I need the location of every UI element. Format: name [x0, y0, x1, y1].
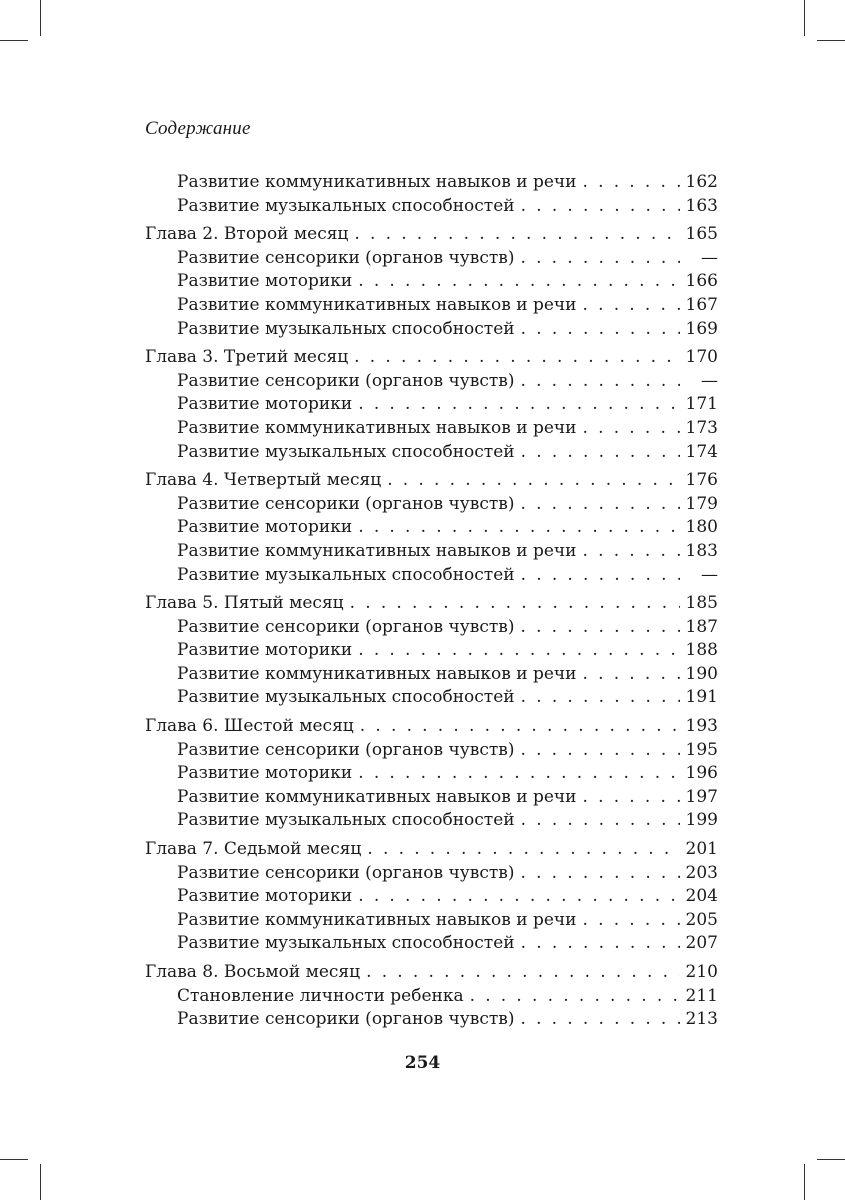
toc-entry-page: 203	[685, 862, 718, 883]
dot-leader	[582, 540, 679, 564]
toc-entry-title: Становление личности ребенка	[177, 985, 464, 1006]
dot-leader	[520, 247, 680, 271]
dot-leader	[521, 686, 680, 710]
toc-entry-title: Развитие моторики	[177, 517, 353, 538]
toc-entry-title: Развитие музыкальных способностей	[177, 810, 515, 831]
toc-chapter	[145, 838, 718, 862]
crop-mark	[817, 40, 845, 41]
toc-entry-page: 207	[685, 933, 718, 954]
toc-entry	[145, 294, 718, 318]
toc-block	[145, 223, 718, 341]
dot-leader	[521, 195, 680, 219]
toc-entry-title: Развитие музыкальных способностей	[177, 195, 515, 216]
toc-entry	[145, 639, 718, 663]
toc-chapter	[145, 223, 718, 247]
dot-leader	[358, 639, 679, 663]
dot-leader	[358, 885, 679, 909]
toc-entry	[145, 493, 718, 517]
crop-mark	[804, 0, 805, 36]
dot-leader	[367, 838, 679, 862]
toc-entry	[145, 885, 718, 909]
toc-entry-title: Развитие музыкальных способностей	[177, 441, 515, 462]
toc-entry	[145, 247, 718, 271]
dot-leader	[470, 985, 680, 1009]
toc-entry	[145, 540, 718, 564]
dot-leader	[582, 294, 679, 318]
dot-leader	[520, 493, 679, 517]
toc-entry-page: 183	[685, 540, 718, 561]
toc-entry-title: Развитие музыкальных способностей	[177, 687, 515, 708]
toc-entry-page: 180	[685, 517, 718, 538]
toc-entry-page: 211	[685, 985, 718, 1006]
toc-entry	[145, 985, 718, 1009]
crop-mark	[0, 1159, 28, 1160]
dot-leader	[520, 739, 679, 763]
toc-entry	[145, 663, 718, 687]
toc-block	[145, 592, 718, 710]
toc-entry	[145, 786, 718, 810]
table-of-contents	[145, 171, 718, 1037]
dot-leader	[521, 318, 680, 342]
toc-entry-page: 174	[685, 441, 718, 462]
dot-leader	[521, 564, 680, 588]
toc-chapter-title: Глава 5. Пятый месяц	[145, 593, 344, 614]
dot-leader	[350, 592, 680, 616]
toc-entry	[145, 393, 718, 417]
dot-leader	[358, 762, 679, 786]
toc-chapter-page: 176	[685, 470, 718, 491]
toc-entry-title: Развитие моторики	[177, 271, 353, 292]
toc-chapter-title: Глава 2. Второй месяц	[145, 224, 349, 245]
toc-entry	[145, 932, 718, 956]
toc-entry-page: 204	[685, 886, 718, 907]
dot-leader	[354, 346, 679, 370]
toc-chapter-title: Глава 8. Восьмой месяц	[145, 962, 361, 982]
toc-entry	[145, 909, 718, 933]
dot-leader	[521, 441, 680, 465]
toc-entry-title: Развитие коммуникативных навыков и речи	[177, 909, 577, 930]
toc-entry	[145, 616, 718, 640]
dot-leader	[521, 809, 680, 833]
crop-mark	[40, 1164, 41, 1200]
toc-entry-title: Развитие сенсорики (органов чувств)	[177, 862, 515, 883]
toc-chapter-page: 165	[685, 224, 718, 245]
toc-entry-page: 166	[685, 271, 718, 292]
toc-chapter-page: 185	[685, 593, 718, 614]
crop-mark	[0, 40, 28, 41]
toc-entry	[145, 862, 718, 886]
dot-leader	[582, 417, 679, 441]
toc-entry	[145, 270, 718, 294]
dot-leader	[358, 516, 679, 540]
toc-entry-page: —	[701, 370, 718, 391]
crop-mark	[817, 1159, 845, 1160]
toc-chapter-page: 201	[685, 839, 718, 860]
toc-block	[145, 838, 718, 956]
toc-block	[145, 171, 718, 218]
toc-entry-page: 191	[685, 687, 718, 708]
toc-entry	[145, 441, 718, 465]
dot-leader	[520, 370, 680, 394]
toc-entry	[145, 417, 718, 441]
toc-entry-page: 163	[685, 195, 718, 216]
dot-leader	[521, 932, 680, 956]
running-head: Содержание	[145, 118, 251, 139]
dot-leader	[366, 961, 679, 985]
dot-leader	[360, 715, 680, 739]
toc-entry	[145, 195, 718, 219]
toc-entry	[145, 516, 718, 540]
toc-chapter	[145, 469, 718, 493]
toc-entry-page: 196	[685, 763, 718, 784]
toc-entry-title: Развитие моторики	[177, 886, 353, 907]
toc-entry	[145, 686, 718, 710]
toc-entry	[145, 762, 718, 786]
toc-entry-page: —	[701, 564, 718, 585]
toc-block	[145, 715, 718, 833]
dot-leader	[387, 469, 679, 493]
toc-block	[145, 961, 718, 1032]
toc-entry-page: 197	[685, 786, 718, 807]
toc-chapter-title: Глава 6. Шестой месяц	[145, 716, 354, 737]
toc-entry-title: Развитие коммуникативных навыков и речи	[177, 786, 577, 807]
toc-entry-title: Развитие коммуникативных навыков и речи	[177, 417, 577, 438]
toc-entry	[145, 318, 718, 342]
dot-leader	[582, 786, 679, 810]
toc-entry-page: 179	[685, 493, 718, 514]
toc-entry-page: 199	[685, 810, 718, 831]
toc-entry-title: Развитие сенсорики (органов чувств)	[177, 493, 515, 514]
toc-entry-title: Развитие сенсорики (органов чувств)	[177, 247, 515, 268]
toc-chapter-title: Глава 7. Седьмой месяц	[145, 839, 362, 860]
toc-entry-title: Развитие моторики	[177, 640, 353, 661]
toc-entry-page: 188	[685, 640, 718, 661]
dot-leader	[358, 393, 679, 417]
crop-mark	[40, 0, 41, 36]
toc-entry-page: 162	[685, 172, 718, 192]
toc-chapter-title: Глава 3. Третий месяц	[145, 347, 349, 368]
dot-leader	[520, 1008, 679, 1032]
dot-leader	[582, 171, 679, 195]
toc-entry	[145, 1008, 718, 1032]
toc-chapter	[145, 961, 718, 985]
toc-entry-page: 190	[685, 663, 718, 684]
toc-entry-title: Развитие моторики	[177, 763, 353, 784]
toc-entry-page: 213	[685, 1009, 718, 1030]
toc-entry-title: Развитие коммуникативных навыков и речи	[177, 663, 577, 684]
toc-entry-title: Развитие музыкальных способностей	[177, 318, 515, 339]
toc-entry-title: Развитие сенсорики (органов чувств)	[177, 616, 515, 637]
toc-entry-page: 205	[685, 909, 718, 930]
toc-entry	[145, 809, 718, 833]
toc-entry-title: Развитие коммуникативных навыков и речи	[177, 540, 577, 561]
toc-entry-title: Развитие музыкальных способностей	[177, 933, 515, 954]
dot-leader	[582, 909, 679, 933]
toc-chapter-page: 210	[685, 962, 718, 982]
toc-entry	[145, 739, 718, 763]
dot-leader	[520, 616, 679, 640]
toc-entry-title: Развитие сенсорики (органов чувств)	[177, 1009, 515, 1030]
toc-chapter	[145, 346, 718, 370]
toc-entry-page: 167	[685, 294, 718, 315]
toc-chapter-title: Глава 4. Четвертый месяц	[145, 470, 382, 491]
toc-entry-page: 195	[685, 739, 718, 760]
toc-chapter-page: 193	[685, 716, 718, 737]
toc-block	[145, 346, 718, 464]
page-number: 254	[404, 1053, 441, 1073]
toc-entry-page: —	[701, 247, 718, 268]
toc-entry	[145, 370, 718, 394]
toc-entry-title: Развитие музыкальных способностей	[177, 564, 515, 585]
crop-mark	[804, 1164, 805, 1200]
toc-block	[145, 469, 718, 587]
dot-leader	[582, 663, 679, 687]
toc-entry-page: 169	[685, 318, 718, 339]
dot-leader	[354, 223, 679, 247]
toc-entry-page: 171	[685, 394, 718, 415]
toc-chapter	[145, 715, 718, 739]
toc-entry-page: 173	[685, 417, 718, 438]
toc-chapter	[145, 592, 718, 616]
toc-chapter-page: 170	[685, 347, 718, 368]
dot-leader	[520, 862, 679, 886]
toc-entry-title: Развитие сенсорики (органов чувств)	[177, 370, 515, 391]
toc-entry-title: Развитие моторики	[177, 394, 353, 415]
toc-entry-title: Развитие коммуникативных навыков и речи	[177, 294, 577, 315]
toc-entry-title: Развитие коммуникативных навыков и речи	[177, 172, 577, 192]
toc-entry	[145, 564, 718, 588]
toc-entry-page: 187	[685, 616, 718, 637]
dot-leader	[358, 270, 679, 294]
toc-entry	[145, 171, 718, 195]
toc-entry-title: Развитие сенсорики (органов чувств)	[177, 739, 515, 760]
